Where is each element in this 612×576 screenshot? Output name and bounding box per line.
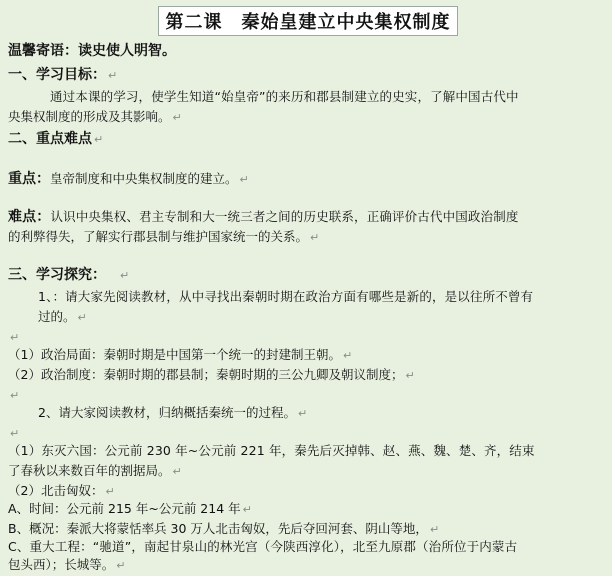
empty-line-3 <box>8 424 19 443</box>
answer2-text4: A、时间：公元前 215 年~公元前 214 年 <box>8 501 241 516</box>
paragraph-mark: ↵ <box>105 485 115 498</box>
section1-line2: 央集权制度的形成及其影响。 <box>8 109 171 124</box>
question1-line2 <box>38 308 87 327</box>
section1-text-line2 <box>8 108 182 127</box>
section1-line1: 通过本课的学习，使学生知道“始皇帝”的来历和郡县制建立的史实，了解中国古代中 <box>50 89 519 104</box>
answer2-text2: 了春秋以来数百年的割据局。 <box>8 463 171 478</box>
answer2-line4 <box>8 500 252 519</box>
key-point-line <box>8 170 249 189</box>
answer1-text2: （2）政治制度：秦朝时期的郡县制；秦朝时期的三公九卿及朝议制度； <box>8 367 404 382</box>
question2-line <box>38 404 307 423</box>
key-point-label: 重点： <box>8 171 50 187</box>
answer2-line5 <box>8 520 439 539</box>
difficult-point-line2 <box>8 228 319 247</box>
page-title: 第二课 秦始皇建立中央集权制度 <box>165 12 451 33</box>
question1-line1 <box>38 288 533 306</box>
paragraph-mark: ↵ <box>342 349 353 362</box>
question2-text: 2、请大家阅读教材，归纳概括秦统一的过程。 <box>38 405 296 420</box>
answer2-line2 <box>8 462 182 481</box>
title-box <box>158 6 458 36</box>
difficult-point-line1 <box>8 208 519 226</box>
answer1-text1: （1）政治局面：秦朝时期是中国第一个统一的封建制王朝。 <box>8 347 341 362</box>
paragraph-mark: ↵ <box>10 331 20 344</box>
paragraph-mark: ↵ <box>10 427 20 440</box>
answer2-line7 <box>8 556 125 575</box>
paragraph-mark: ↵ <box>108 69 118 82</box>
paragraph-mark: ↵ <box>77 311 87 324</box>
difficult-point-text2: 的利弊得失，了解实行郡县制与维护国家统一的关系。 <box>8 229 309 244</box>
paragraph-mark: ↵ <box>172 111 182 124</box>
section3-heading-line <box>8 266 129 285</box>
question1-text2: 过的。 <box>38 309 76 324</box>
section1-heading: 一、学习目标： <box>8 67 106 83</box>
section1-text-line1 <box>50 88 519 106</box>
paragraph-mark: ↵ <box>405 369 415 382</box>
answer2-text6: C、重大工程：“驰道”，南起甘泉山的林光宫（今陕西淳化），北至九原郡（治所位于内蒙古 <box>8 539 518 554</box>
section2-heading-line <box>8 130 103 149</box>
paragraph-mark: ↵ <box>310 231 320 244</box>
paragraph-mark: ↵ <box>94 133 104 146</box>
greeting-line <box>8 42 176 60</box>
answer2-line1 <box>8 442 535 460</box>
key-point-text: 皇帝制度和中央集权制度的建立。 <box>50 171 238 186</box>
empty-line-1 <box>8 328 19 347</box>
paragraph-mark: ↵ <box>242 503 252 516</box>
paragraph-mark: ↵ <box>10 389 20 402</box>
difficult-point-label: 难点： <box>8 209 51 225</box>
answer2-text3: （2）北击匈奴： <box>8 483 104 498</box>
answer2-text7: 包头西）；长城等。 <box>8 557 115 572</box>
paragraph-mark: ↵ <box>297 407 308 420</box>
paragraph-mark: ↵ <box>120 269 130 282</box>
paragraph-mark: ↵ <box>429 523 440 536</box>
section3-heading: 三、学习探究： <box>8 267 106 283</box>
paragraph-mark: ↵ <box>116 559 126 572</box>
difficult-point-text1: 认识中央集权、君主专制和大一统三者之间的历史联系，正确评价古代中国政治制度 <box>50 209 519 224</box>
paragraph-mark: ↵ <box>172 465 182 478</box>
answer1-line1 <box>8 346 352 365</box>
paragraph-mark: ↵ <box>239 173 249 186</box>
answer1-line2 <box>8 366 415 385</box>
answer2-text1: （1）东灭六国：公元前 230 年~公元前 221 年，秦先后灭掉韩、赵、燕、魏、楚、齐，结束 <box>8 443 535 458</box>
section2-heading: 二、重点难点 <box>8 131 92 147</box>
answer2-text5: B、概况：秦派大将蒙恬率兵 30 万人北击匈奴，先后夺回河套、阴山等地， <box>8 521 428 536</box>
question1-text1: 1、：请大家先阅读教材，从中寻找出秦朝时期在政治方面有哪些是新的，是以往所不曾有 <box>38 289 534 304</box>
answer2-line6 <box>8 538 517 556</box>
answer2-line3 <box>8 482 115 501</box>
section1-heading-line <box>8 66 117 85</box>
greeting-text: 温馨寄语：读史使人明智。 <box>8 43 176 59</box>
empty-line-2 <box>8 386 19 405</box>
